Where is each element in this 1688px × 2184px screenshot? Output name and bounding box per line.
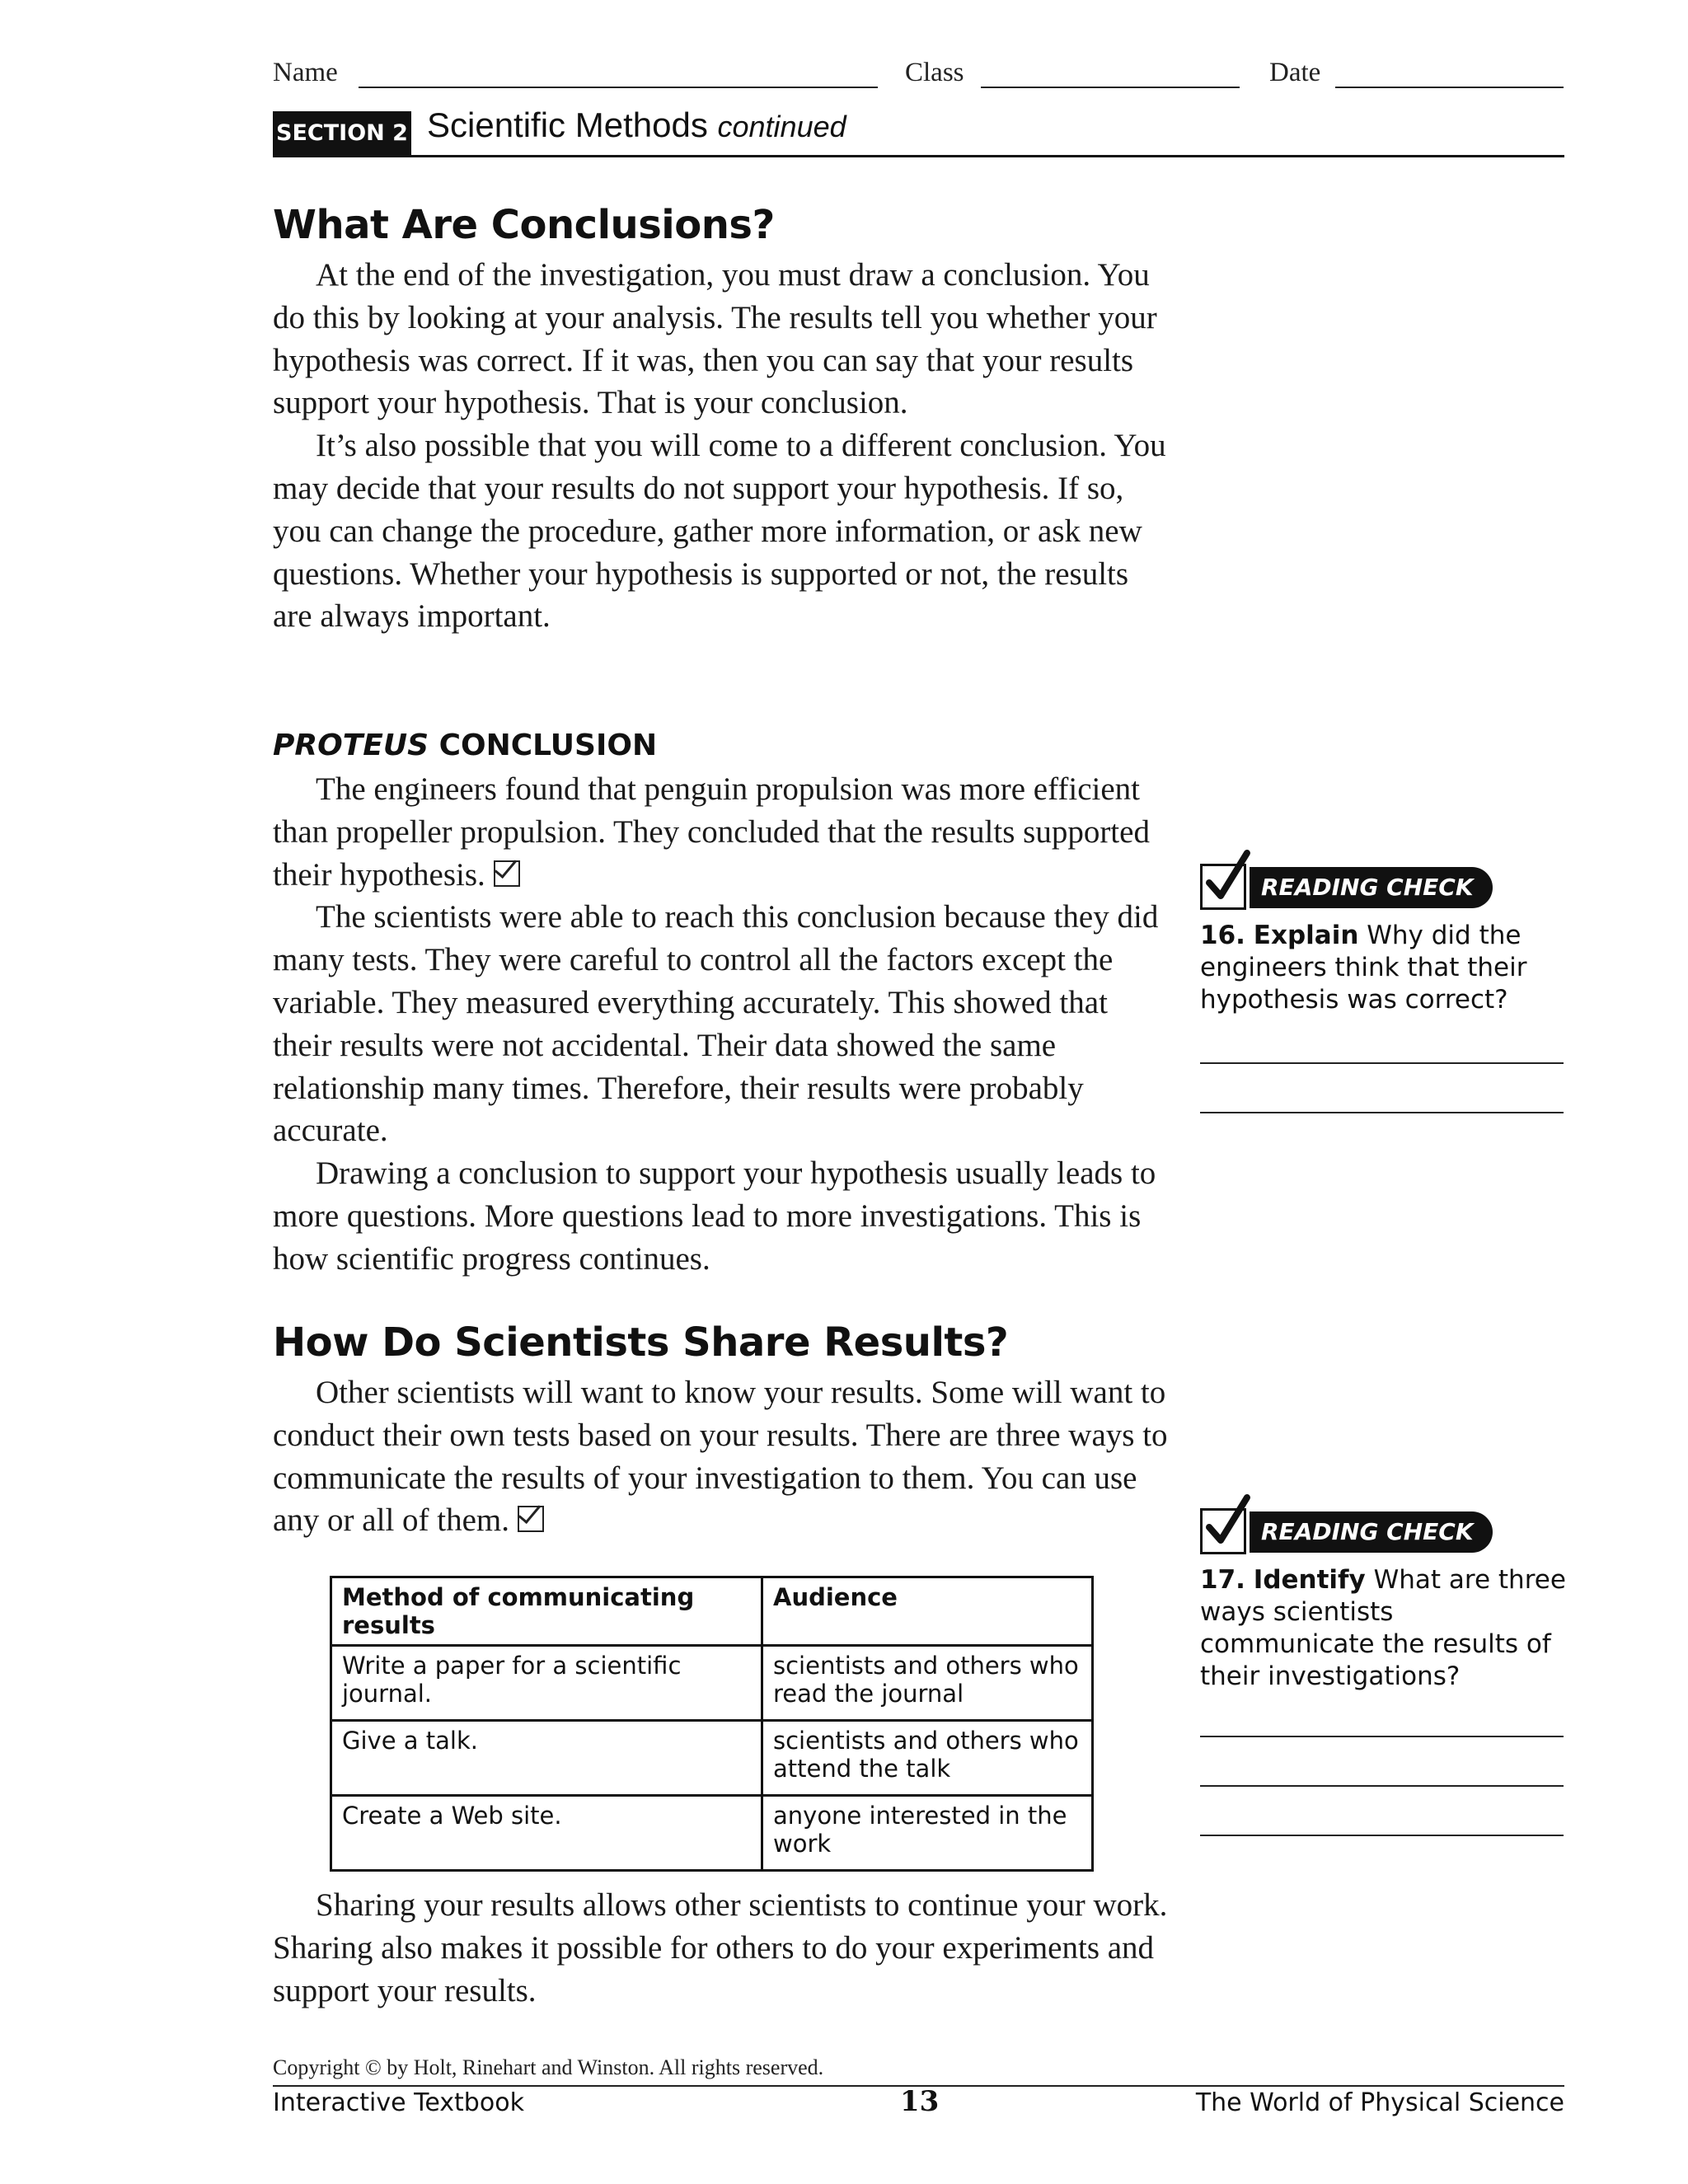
- table-cell-audience: scientists and others who read the journal: [762, 1646, 1093, 1721]
- answer-line[interactable]: [1200, 1112, 1564, 1113]
- section-rule: [273, 155, 1564, 157]
- sharing-paragraph: [273, 1371, 1171, 1542]
- section-title-text: Scientific Methods: [427, 105, 708, 144]
- reading-check-badge: [1200, 1508, 1567, 1553]
- date-label: Date: [1269, 58, 1321, 87]
- proteus-paragraph-text: The engineers found that penguin propulsion was more efficient than propeller propulsion. They concluded that the results supported their hypothesis.: [273, 771, 1150, 893]
- sharing-paragraph-text: Other scientists will want to know your results. Some will want to conduct their own tests based on your results. There are three ways to communicate the results of your investigation to them. You can use any or all of them.: [273, 1375, 1168, 1539]
- footer-book-title: Interactive Textbook: [273, 2088, 524, 2117]
- class-field-line[interactable]: [981, 87, 1240, 88]
- name-field-line[interactable]: [359, 87, 878, 88]
- question-text: Why did the engineers think that their hypothesis was correct?: [1200, 921, 1527, 1015]
- reading-check-question: [1200, 1564, 1567, 1693]
- conclusions-paragraph: At the end of the investigation, you must draw a conclusion. You do this by looking at your analysis. The results tell you whether your hypothesis was correct. If it was, then you can say that your results support your hypothesis. That is your conclusion.: [273, 257, 1157, 421]
- sharing-body: [273, 1371, 1171, 1542]
- sharing-closing-paragraph: Sharing your results allows other scientists to continue your work. Sharing also makes it possible for others to do your experiments and support your results.: [273, 1887, 1168, 2008]
- section-continued: continued: [717, 110, 846, 143]
- answer-line[interactable]: [1200, 1062, 1564, 1064]
- reading-check-mark-icon: [518, 1506, 544, 1532]
- proteus-paragraph: The scientists were able to reach this conclusion because they did many tests. They were careful to control all the factors except the variable. They measured everything accurately. This showed that their results were not accidental. Their data showed the same relationship many times. Therefore, their results were probably accurate.: [273, 899, 1159, 1149]
- question-number: 17.: [1200, 1565, 1245, 1595]
- proteus-body: [273, 768, 1171, 1281]
- conclusions-body: [273, 254, 1171, 638]
- table-cell-method: Create a Web site.: [331, 1796, 762, 1871]
- table-cell-method: Write a paper for a scientific journal.: [331, 1646, 762, 1721]
- table-cell-audience: scientists and others who attend the talk: [762, 1721, 1093, 1796]
- question-text: What are three ways scientists communicate the results of their investigations?: [1200, 1565, 1566, 1691]
- conclusions-heading: What Are Conclusions?: [273, 202, 775, 248]
- table-header-row: [331, 1577, 1093, 1646]
- reading-check-16: [1200, 864, 1567, 1113]
- table-header-cell: Audience: [762, 1577, 1093, 1646]
- table-row: [331, 1646, 1093, 1721]
- answer-line[interactable]: [1200, 1736, 1564, 1737]
- table-row: [331, 1721, 1093, 1796]
- checkmark-box-icon: [1200, 1508, 1246, 1554]
- reading-check-17: [1200, 1508, 1567, 1836]
- reading-check-label: READING CHECK: [1250, 867, 1493, 908]
- checkmark-box-icon: [1200, 864, 1246, 910]
- reading-check-label: READING CHECK: [1250, 1511, 1493, 1553]
- proteus-heading-rest: CONCLUSION: [438, 729, 658, 762]
- proteus-heading-italic: PROTEUS: [273, 729, 429, 762]
- question-number: 16.: [1200, 921, 1245, 950]
- sharing-closing: [273, 1884, 1171, 2012]
- section-tag: SECTION 2: [273, 111, 411, 156]
- proteus-paragraph: Drawing a conclusion to support your hypothesis usually leads to more questions. More questions lead to more investigations. This is how scientific progress continues.: [273, 1155, 1156, 1277]
- question-verb: Identify: [1253, 1565, 1366, 1595]
- question-verb: Explain: [1253, 921, 1359, 950]
- section-title: [427, 105, 846, 145]
- proteus-paragraph: [273, 768, 1171, 896]
- reading-check-question: [1200, 920, 1567, 1016]
- date-field-line[interactable]: [1335, 87, 1564, 88]
- class-label: Class: [905, 58, 964, 87]
- footer-course-title: The World of Physical Science: [1195, 2088, 1564, 2117]
- name-label: Name: [273, 58, 338, 87]
- answer-line[interactable]: [1200, 1785, 1564, 1787]
- table-row: [331, 1796, 1093, 1871]
- reading-check-mark-icon: [494, 860, 520, 887]
- conclusions-paragraph: It’s also possible that you will come to a different conclusion. You may decide that your results do not support your hypothesis. If so, you can change the procedure, gather more information, or ask new questions. Whether your hypothesis is supported or not, the results are always important.: [273, 428, 1166, 635]
- proteus-heading: [273, 729, 657, 762]
- reading-check-badge: [1200, 864, 1567, 908]
- table-cell-audience: anyone interested in the work: [762, 1796, 1093, 1871]
- table-header-cell: Method of communicating results: [331, 1577, 762, 1646]
- copyright-notice: Copyright © by Holt, Rinehart and Winston. All rights reserved.: [273, 2055, 824, 2079]
- page-number: 13: [900, 2085, 940, 2118]
- sharing-heading: How Do Scientists Share Results?: [273, 1319, 1009, 1366]
- answer-line[interactable]: [1200, 1835, 1564, 1836]
- table-cell-method: Give a talk.: [331, 1721, 762, 1796]
- communication-methods-table: [330, 1576, 1094, 1872]
